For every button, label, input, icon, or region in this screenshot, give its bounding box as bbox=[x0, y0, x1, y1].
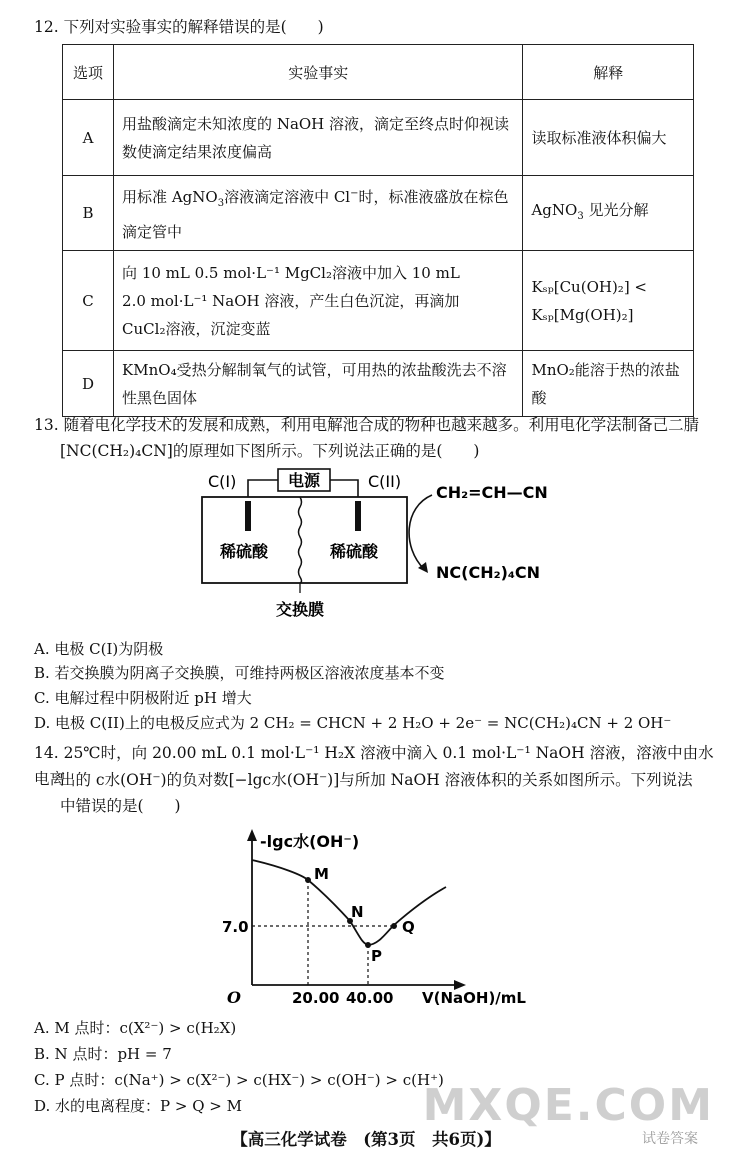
row-d-option: D bbox=[63, 351, 114, 417]
q13-option-a: A. 电极 C(I)为阴极 bbox=[34, 640, 164, 658]
curve bbox=[252, 860, 446, 945]
electrolysis-diagram bbox=[190, 465, 570, 625]
row-c-explanation: Kₛₚ[Cu(OH)₂] < Kₛₚ[Mg(OH)₂] bbox=[523, 251, 694, 351]
label-p: P bbox=[371, 947, 382, 965]
table-row bbox=[63, 351, 694, 417]
row-a-fact: 用盐酸滴定未知浓度的 NaOH 溶液，滴定至终点时仰视读数使滴定结果浓度偏高 bbox=[114, 100, 523, 176]
right-electrode-label: C(II) bbox=[368, 472, 402, 491]
label-n: N bbox=[351, 903, 364, 921]
reactant-label: CH₂=CH—CN bbox=[436, 483, 548, 502]
left-electrode bbox=[245, 501, 251, 531]
product-label: NC(CH₂)₄CN bbox=[436, 563, 541, 582]
x-axis-label: V(NaOH)/mL bbox=[422, 989, 526, 1007]
watermark: MXQE.COM bbox=[422, 1080, 714, 1131]
row-b-fact: 用标准 AgNO$_3$溶液滴定溶液中 Cl−时，标准液盛放在棕色滴定管中 bbox=[114, 176, 523, 251]
q12-table bbox=[62, 44, 694, 417]
y-axis-label: -lgc水(OH⁻) bbox=[260, 832, 360, 851]
q13-option-c: C. 电解过程中阴极附近 pH 增大 bbox=[34, 689, 252, 707]
electrolysis-cell bbox=[202, 497, 407, 583]
header-fact: 实验事实 bbox=[114, 45, 523, 100]
q13-stem-line2: [NC(CH₂)₄CN]的原理如下图所示。下列说法正确的是( ) bbox=[60, 442, 480, 460]
origin-label: O bbox=[227, 988, 241, 1007]
point-m bbox=[305, 877, 311, 883]
x-tick-40: 40.00 bbox=[346, 989, 394, 1007]
row-b-option: B bbox=[63, 176, 114, 251]
row-c-option: C bbox=[63, 251, 114, 351]
watermark-label: 试卷答案 bbox=[642, 1131, 698, 1147]
q13-stem-line1: 13. 随着电化学技术的发展和成熟，利用电解池合成的物种也越来越多。利用电化学法制备己二腈 bbox=[34, 416, 700, 434]
header-explanation: 解释 bbox=[523, 45, 694, 100]
titration-graph bbox=[222, 825, 532, 1010]
q14-option-a: A. M 点时：c(X²⁻) > c(H₂X) bbox=[34, 1019, 237, 1037]
header-option: 选项 bbox=[63, 45, 114, 100]
row-b-explanation: AgNO$_3$ 见光分解 bbox=[523, 176, 694, 251]
membrane-label: 交换膜 bbox=[276, 600, 325, 619]
right-solution-label: 稀硫酸 bbox=[330, 542, 379, 561]
y-tick-7: 7.0 bbox=[222, 918, 249, 936]
point-q bbox=[391, 923, 397, 929]
label-m: M bbox=[314, 865, 329, 883]
page-footer: 【高三化学试卷 (第3页 共6页)】 bbox=[231, 1130, 501, 1149]
table-row bbox=[63, 100, 694, 176]
row-c-fact: 向 10 mL 0.5 mol·L⁻¹ MgCl₂溶液中加入 10 mL 2.0 mol·L⁻¹ NaOH 溶液，产生白色沉淀，再滴加 CuCl₂溶液，沉淀变蓝 bbox=[114, 251, 523, 351]
row-a-explanation: 读取标准液体积偏大 bbox=[523, 100, 694, 176]
x-tick-20: 20.00 bbox=[292, 989, 340, 1007]
q14-stem-line2: 出的 c水(OH⁻)的负对数[−lgc水(OH⁻)]与所加 NaOH 溶液体积的关系如图所示。下列说法 bbox=[60, 771, 693, 789]
q14-stem-line1: 14. 25℃时，向 20.00 mL 0.1 mol·L⁻¹ H₂X 溶液中滴入 0.1 mol·L⁻¹ NaOH 溶液，溶液中由水电离 bbox=[34, 744, 714, 788]
table-header-row bbox=[63, 45, 694, 100]
table-row bbox=[63, 176, 694, 251]
q12-stem: 12. 下列对实验事实的解释错误的是( ) bbox=[34, 18, 324, 36]
table-row bbox=[63, 251, 694, 351]
row-d-explanation: MnO₂能溶于热的浓盐酸 bbox=[523, 351, 694, 417]
q13-option-b: B. 若交换膜为阴离子交换膜，可维持两极区溶液浓度基本不变 bbox=[34, 664, 445, 682]
q14-option-d: D. 水的电离程度：P > Q > M bbox=[34, 1097, 242, 1115]
row-d-fact: KMnO₄受热分解制氧气的试管，可用热的浓盐酸洗去不溶性黑色固体 bbox=[114, 351, 523, 417]
row-a-option: A bbox=[63, 100, 114, 176]
power-label: 电源 bbox=[287, 471, 321, 490]
q14-option-b: B. N 点时：pH = 7 bbox=[34, 1045, 172, 1063]
reaction-arrow bbox=[409, 495, 432, 569]
q14-stem-line3: 中错误的是( ) bbox=[60, 797, 181, 815]
left-electrode-label: C(I) bbox=[208, 472, 237, 491]
label-q: Q bbox=[402, 918, 415, 936]
q13-option-d: D. 电极 C(II)上的电极反应式为 2 CH₂ = CHCN + 2 H₂O + 2e⁻ = NC(CH₂)₄CN + 2 OH⁻ bbox=[34, 714, 672, 732]
y-axis-arrow bbox=[247, 829, 257, 841]
q14-option-c: C. P 点时：c(Na⁺) > c(X²⁻) > c(HX⁻) > c(OH⁻) > c(H⁺) bbox=[34, 1071, 444, 1089]
right-electrode bbox=[355, 501, 361, 531]
left-solution-label: 稀硫酸 bbox=[220, 542, 269, 561]
